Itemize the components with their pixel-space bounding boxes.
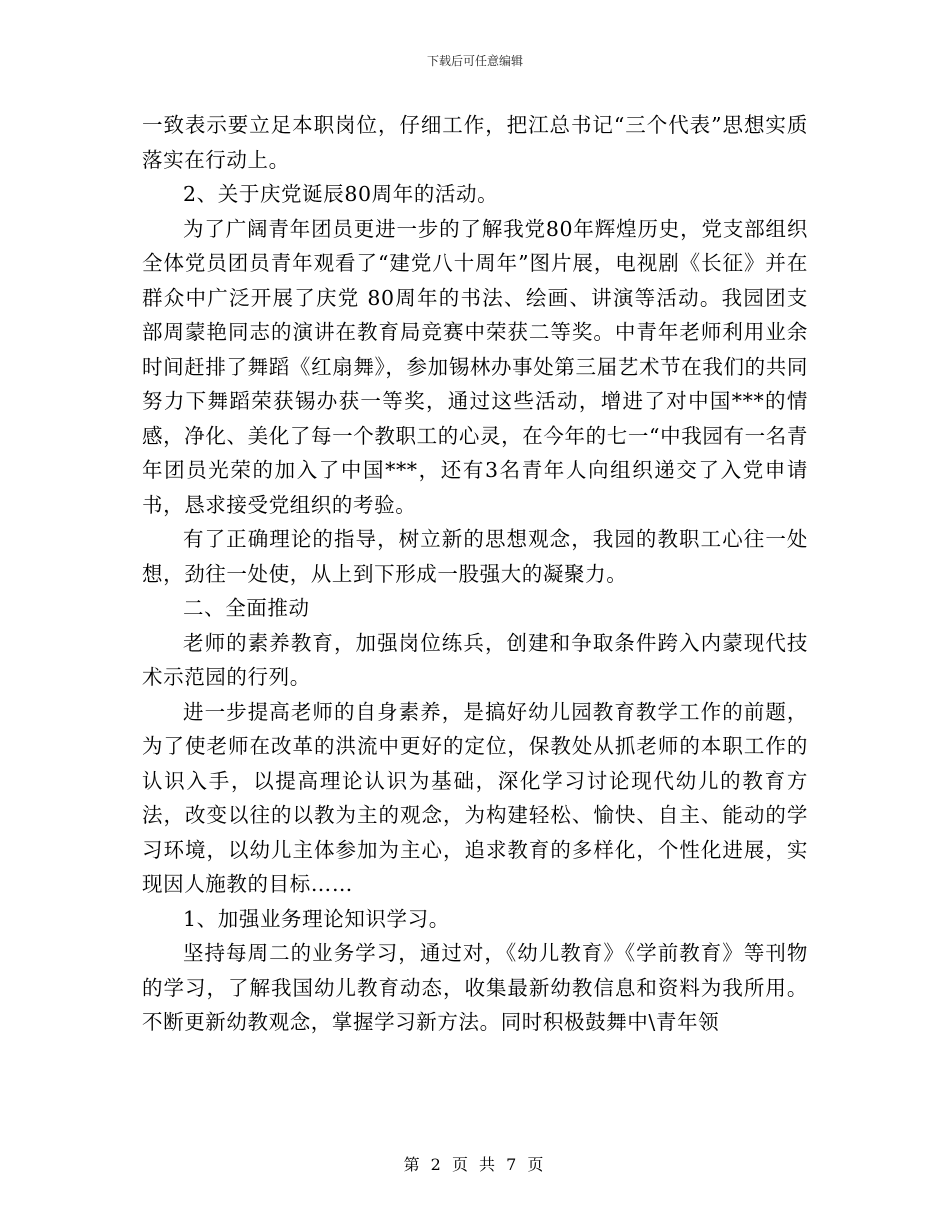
document-body bbox=[142, 108, 808, 1040]
paragraph-continuation: 一致表示要立足本职岗位，仔细工作，把江总书记“三个代表”思想实质落实在行动上。 bbox=[142, 113, 808, 172]
paragraph-teacher-education: 老师的素养教育，加强岗位练兵，创建和争取条件跨入内蒙现代技术示范园的行列。 bbox=[142, 630, 808, 689]
section-heading-two: 二、全面推动 bbox=[183, 596, 310, 620]
page-number: 第 2 页 共 7 页 bbox=[403, 1155, 547, 1174]
page-header: 下载后可任意编辑 bbox=[426, 54, 523, 68]
paragraph-party-anniversary: 为了广阔青年团员更进一步的了解我党80年辉煌历史，党支部组织全体党员团员青年观看了“建党八十周年”图片展，电视剧《长征》并在群众中广泛开展了庆党 80周年的书法、绘画、讲演等活动。我园团支部周蒙艳同志的演讲在教育局竞赛中荣获二等奖。中青年老师利用业余时间赶排了舞蹈《红扇舞》，参加锡林办事处第三届艺术节在我们的共同努力下舞蹈荣获锡办获一等奖，通过这些活动，增进了对中国***的情感，净化、美化了每一个教职工的心灵，在今年的七一“中我园有一名青年团员光荣的加入了中国***，还有3名青年人向组织递交了入党申请书，恳求接受党组织的考验。 bbox=[142, 216, 808, 517]
paragraph-weekly-study: 坚持每周二的业务学习，通过对，《幼儿教育》《学前教育》等刊物的学习，了解我国幼儿教育动态，收集最新幼教信息和资料为我所用。不断更新幼教观念，掌握学习新方法。同时积极鼓舞中\青年领 bbox=[142, 941, 808, 1034]
paragraph-teacher-quality: 进一步提高老师的自身素养，是搞好幼儿园教育教学工作的前题，为了使老师在改革的洪流中更好的定位，保教处从抓老师的本职工作的认识入手，以提高理论认识为基础，深化学习讨论现代幼儿的教育方法，改变以往的以教为主的观念，为构建轻松、愉快、自主、能动的学习环境，以幼儿主体参加为主心，追求教育的多样化，个性化进展，实现因人施教的目标…… bbox=[142, 699, 808, 896]
paragraph-theory-guidance: 有了正确理论的指导，树立新的思想观念，我园的教职工心往一处想，劲往一处使，从上到下形成一股强大的凝聚力。 bbox=[142, 527, 808, 586]
section-heading-2: 2、关于庆党诞辰80周年的活动。 bbox=[183, 182, 499, 206]
section-heading-1: 1、加强业务理论知识学习。 bbox=[183, 906, 450, 931]
